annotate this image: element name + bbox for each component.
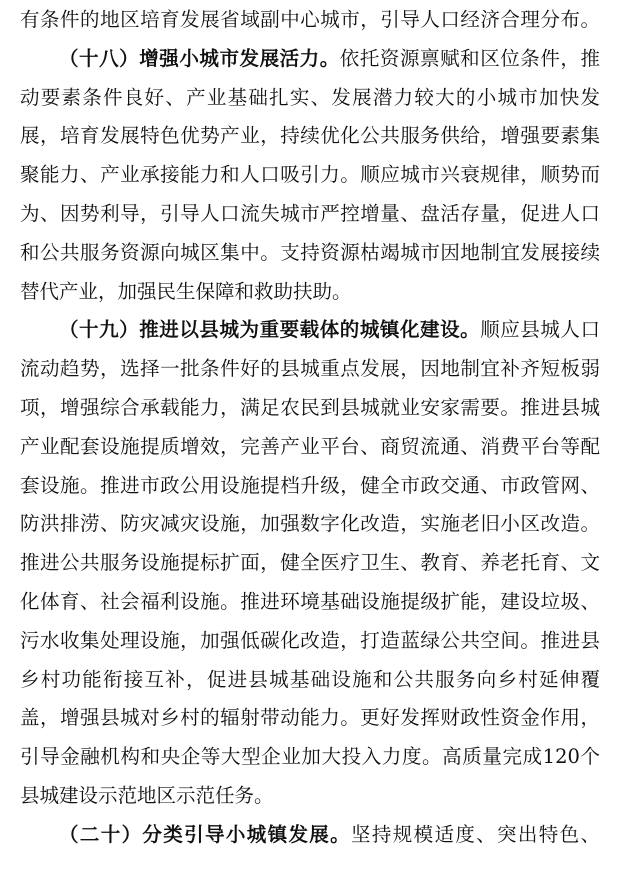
section-19-heading: （十九）推进以县城为重要载体的城镇化建设。 bbox=[59, 318, 481, 342]
section-20-body: 坚持规模适度、突出特色、 bbox=[351, 822, 600, 846]
carryover-text: 有条件的地区培育发展省域副中心城市，引导人口经济合理分布。 bbox=[20, 8, 600, 31]
section-18-body: 依托资源禀赋和区位条件，推动要素条件良好、产业基础扎实、发展潜力较大的小城市加快发展，培育发展特色优势产业，持续优化公共服务供给，增强要素集聚能力、产业承接能力和人口吸引力。顺应城市兴衰规律，顺势而为、因势利导，引导人口流失城市严控增量、盘活存量，促进人口和公共服务资源向城区集中。支持资源枯竭城市因地制宜发展接续替代产业，加强民生保障和救助扶助。 bbox=[20, 46, 600, 303]
section-18-paragraph bbox=[20, 40, 600, 312]
document-page bbox=[20, 0, 600, 874]
section-20-heading: （二十）分类引导小城镇发展。 bbox=[59, 822, 352, 846]
section-20-paragraph bbox=[20, 816, 600, 855]
section-18-heading: （十八）增强小城市发展活力。 bbox=[59, 46, 340, 70]
carryover-paragraph bbox=[20, 1, 600, 40]
section-19-body: 顺应县城人口流动趋势，选择一批条件好的县城重点发展，因地制宜补齐短板弱项，增强综合承载能力，满足农民到县城就业安家需要。推进县城产业配套设施提质增效，完善产业平台、商贸流通、消费平台等配套设施。推进市政公用设施提档升级，健全市政交通、市政管网、防洪排涝、防灾减灾设施，加强数字化改造，实施老旧小区改造。推进公共服务设施提标扩面，健全医疗卫生、教育、养老托育、文化体育、社会福利设施。推进环境基础设施提级扩能，建设垃圾、污水收集处理设施，加强低碳化改造，打造蓝绿公共空间。推进县乡村功能衔接互补，促进县城基础设施和公共服务向乡村延伸覆盖，增强县城对乡村的辐射带动能力。更好发挥财政性资金作用，引导金融机构和央企等大型企业加大投入力度。高质量完成120个县城建设示范地区示范任务。 bbox=[20, 318, 600, 807]
section-19-paragraph bbox=[20, 311, 600, 815]
